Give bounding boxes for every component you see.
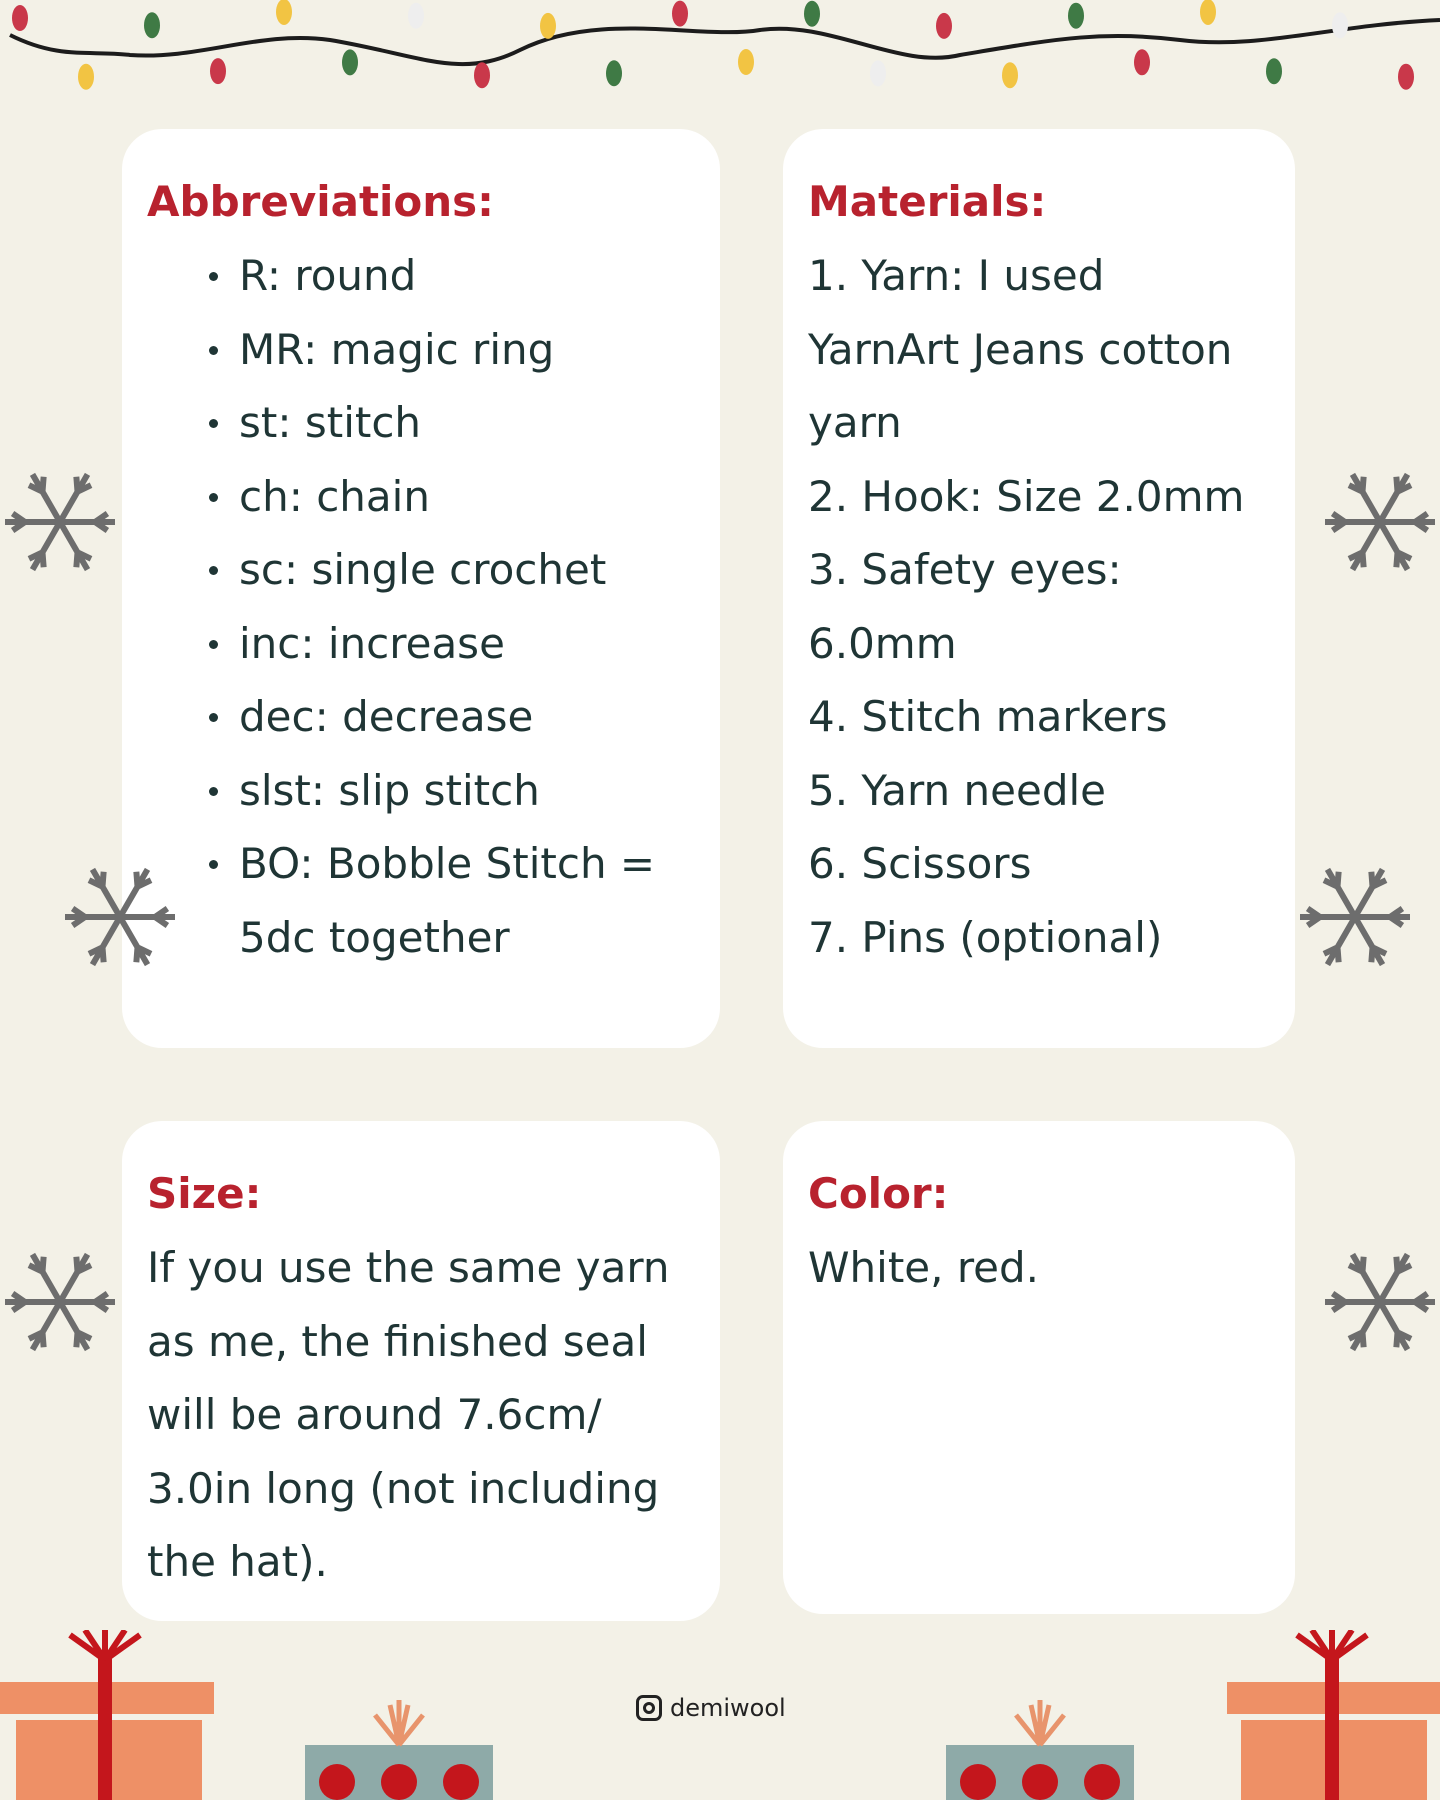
light-bulb <box>1332 12 1348 38</box>
christmas-lights-garland <box>0 0 1440 120</box>
light-bulb <box>1200 0 1216 25</box>
size-line: the hat). <box>147 1537 328 1586</box>
abbreviations-title: Abbreviations: <box>147 177 494 226</box>
light-bulb <box>144 12 160 38</box>
list-item-continuation: 5dc together <box>239 912 510 962</box>
light-bulb <box>12 5 28 31</box>
snowflake-icon <box>0 1240 120 1364</box>
list-item: ch: chain <box>209 460 720 534</box>
light-bulb <box>408 3 424 29</box>
instagram-icon <box>636 1695 662 1721</box>
light-bulb <box>1134 49 1150 75</box>
size-line: If you use the same yarn <box>147 1243 670 1292</box>
snowflake-icon <box>1295 855 1415 979</box>
list-item: MR: magic ring <box>209 313 720 387</box>
color-card <box>783 1121 1295 1614</box>
list-item: sc: single crochet <box>209 533 720 607</box>
light-bulb <box>474 62 490 88</box>
light-bulb <box>210 58 226 84</box>
snowflake-icon <box>1320 460 1440 584</box>
materials-card <box>783 129 1295 1048</box>
light-bulb <box>936 13 952 39</box>
light-bulb <box>540 13 556 39</box>
materials-line: 7. Pins (optional) <box>808 912 1163 962</box>
list-item: dec: decrease <box>209 680 720 754</box>
light-bulb <box>1266 58 1282 84</box>
materials-line: 5. Yarn needle <box>808 765 1106 815</box>
materials-line: 3. Safety eyes: <box>808 545 1122 594</box>
list-item: slst: slip stitch <box>209 754 720 828</box>
light-bulb <box>804 1 820 27</box>
gift-box-small-left <box>305 1700 495 1800</box>
light-bulb <box>78 64 94 90</box>
list-item: BO: Bobble Stitch = <box>209 827 720 901</box>
gift-box-left <box>0 1630 220 1800</box>
light-bulb <box>1002 62 1018 88</box>
size-card <box>122 1121 720 1621</box>
instagram-handle[interactable] <box>636 1694 786 1722</box>
snowflake-icon <box>60 855 180 979</box>
light-bulb <box>738 49 754 75</box>
size-line: will be around 7.6cm/ <box>147 1390 602 1439</box>
materials-line: 6. Scissors <box>808 839 1032 888</box>
abbreviations-list <box>147 239 720 974</box>
materials-title: Materials: <box>808 177 1047 226</box>
size-line: 3.0in long (not including <box>147 1463 660 1513</box>
abbreviations-card <box>122 129 720 1048</box>
materials-line: 1. Yarn: I used <box>808 251 1105 300</box>
snowflake-icon <box>0 460 120 584</box>
list-item: R: round <box>209 239 720 313</box>
list-item: st: stitch <box>209 386 720 460</box>
snowflake-icon <box>1320 1240 1440 1364</box>
light-bulb <box>870 60 886 86</box>
light-bulb <box>1398 64 1414 90</box>
materials-line: yarn <box>808 398 902 447</box>
materials-line: 6.0mm <box>808 618 957 668</box>
instagram-handle-text: demiwool <box>670 1694 786 1722</box>
light-bulb <box>276 0 292 25</box>
light-bulb <box>342 49 358 75</box>
materials-line: 4. Stitch markers <box>808 692 1168 741</box>
gift-box-small-right <box>946 1700 1136 1800</box>
materials-line: YarnArt Jeans cotton <box>808 324 1233 374</box>
light-bulb <box>1068 3 1084 29</box>
light-bulb <box>672 1 688 27</box>
light-bulb <box>606 60 622 86</box>
size-line: as me, the finished seal <box>147 1316 648 1366</box>
list-item: inc: increase <box>209 607 720 681</box>
materials-line: 2. Hook: Size 2.0mm <box>808 471 1245 521</box>
color-title: Color: <box>808 1169 949 1218</box>
size-title: Size: <box>147 1169 262 1218</box>
color-line: White, red. <box>808 1243 1040 1292</box>
gift-box-right <box>1225 1630 1440 1800</box>
